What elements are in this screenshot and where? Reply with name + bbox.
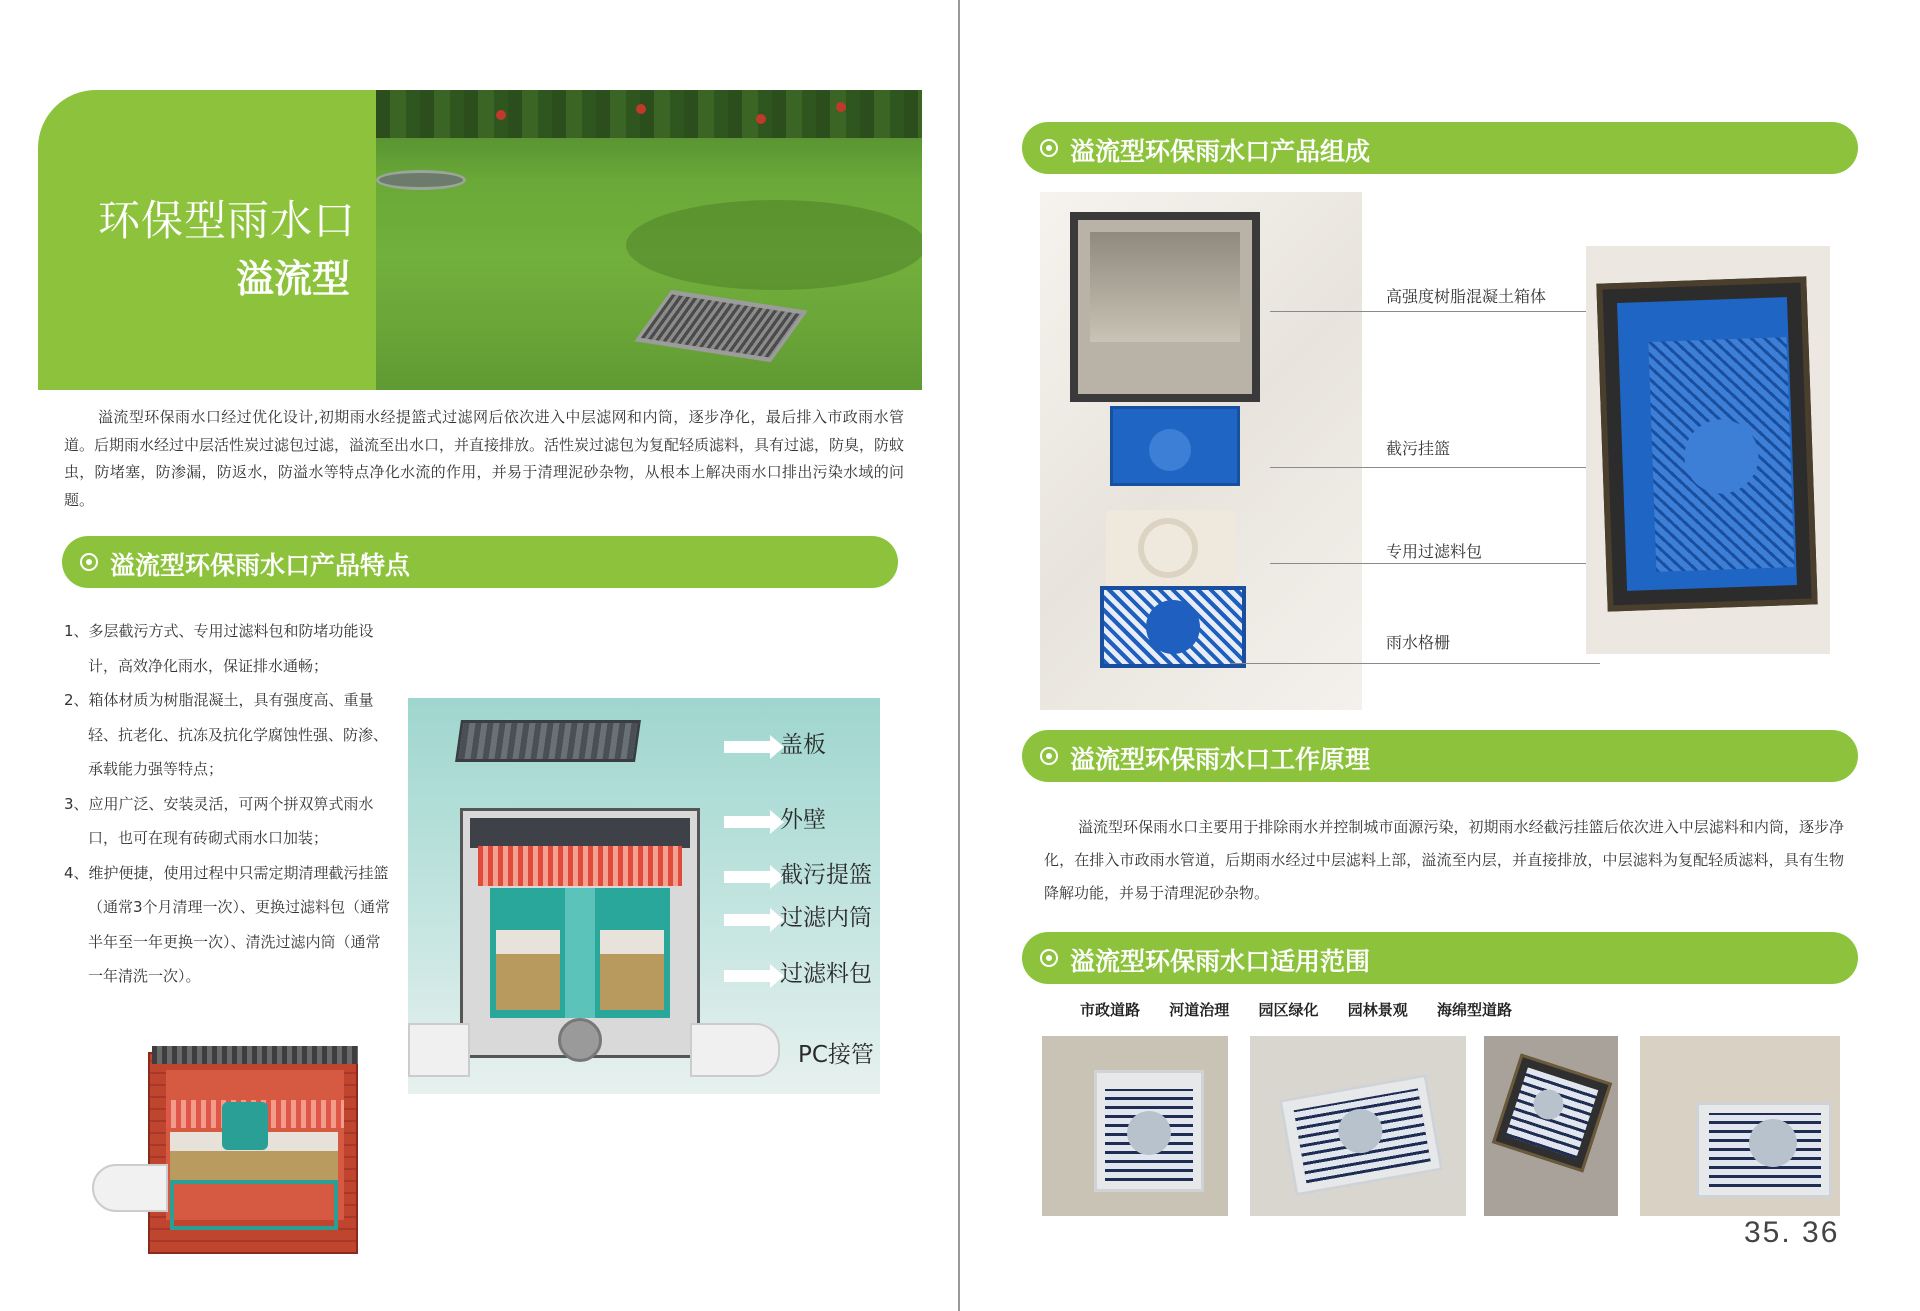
brick-diagram bbox=[92, 1046, 362, 1258]
diagram-label: 过滤内筒 bbox=[780, 905, 872, 931]
section-title: 溢流型环保雨水口产品组成 bbox=[1070, 137, 1371, 166]
scope-label: 园林景观 bbox=[1347, 1001, 1408, 1019]
bullet-icon bbox=[80, 553, 98, 571]
scope-photo bbox=[1042, 1036, 1228, 1216]
component-label: 高强度树脂混凝土箱体 bbox=[1386, 287, 1547, 306]
leader-line bbox=[1230, 663, 1600, 664]
bullet-icon bbox=[1040, 139, 1058, 157]
feature-item: 4、维护便捷，使用过程中只需定期清理截污挂篮（通常3个月清理一次）、更换过滤料包（通常半年至一年更换一次）、清洗过滤内筒（通常一年清洗一次）。 bbox=[64, 863, 391, 985]
component-label: 专用过滤料包 bbox=[1386, 542, 1483, 561]
components-photo bbox=[1040, 192, 1362, 710]
section-header-principle bbox=[1022, 730, 1858, 782]
section-title: 溢流型环保雨水口产品特点 bbox=[110, 551, 411, 580]
flower-dot bbox=[496, 110, 506, 120]
diagram-filter-bag bbox=[600, 930, 664, 1010]
section-title: 溢流型环保雨水口适用范围 bbox=[1070, 947, 1371, 976]
diagram-label: 盖板 bbox=[780, 732, 826, 758]
scope-labels bbox=[1080, 999, 1536, 1020]
leader-line bbox=[1270, 467, 1590, 468]
diagram-basket bbox=[478, 846, 682, 886]
page-spine bbox=[958, 0, 960, 1311]
assembled-frame bbox=[1596, 276, 1817, 611]
diagram-label: 截污提篮 bbox=[780, 862, 872, 888]
scope-photo bbox=[1250, 1036, 1466, 1216]
section-title: 溢流型环保雨水口工作原理 bbox=[1070, 745, 1371, 774]
rain-grate bbox=[1100, 586, 1246, 668]
arrow-icon bbox=[724, 871, 770, 883]
diagram-label: PC接管 bbox=[798, 1042, 874, 1068]
feature-item: 2、箱体材质为树脂混凝土，具有强度高、重量轻、抗老化、抗冻及抗化学腐蚀性强、防渗、承载能力强等特点； bbox=[64, 691, 389, 778]
intro-paragraph: 溢流型环保雨水口经过优化设计,初期雨水经提篮式过滤网后依次进入中层滤网和内筒，逐步净化，最后排入市政雨水管道。后期雨水经过中层活性炭过滤包过滤，溢流至出水口，并直接排放。活性炭过滤包为复配轻质滤料，具有过滤，防臭，防蚊虫，防堵塞，防渗漏，防返水，防溢水等特点净化水流的作用，并易于清理泥砂杂物，从根本上解决雨水口排出污染水域的问题。 bbox=[64, 408, 905, 509]
brick-grate bbox=[152, 1046, 358, 1064]
exploded-diagram bbox=[408, 698, 880, 1094]
scope-hole bbox=[1749, 1119, 1797, 1167]
section-header-composition bbox=[1022, 122, 1858, 174]
flower-dot bbox=[636, 104, 646, 114]
hedge-shape bbox=[376, 90, 922, 138]
scope-box bbox=[1492, 1053, 1612, 1172]
assembled-basket bbox=[1617, 297, 1797, 591]
diagram-pipe bbox=[408, 1023, 470, 1077]
scope-label: 海绵型道路 bbox=[1437, 1001, 1513, 1019]
scope-label: 市政道路 bbox=[1080, 1001, 1141, 1019]
page-number: 35. 36 bbox=[1744, 1216, 1840, 1249]
scope-box bbox=[1094, 1070, 1204, 1192]
scope-label: 园区绿化 bbox=[1258, 1001, 1319, 1019]
scope-photo bbox=[1640, 1036, 1840, 1216]
component-label: 雨水格栅 bbox=[1386, 633, 1451, 652]
diagram-label: 外壁 bbox=[780, 807, 826, 833]
brick-tray bbox=[170, 1180, 338, 1230]
arrow-icon bbox=[724, 914, 770, 926]
brick-pipe bbox=[92, 1164, 168, 1212]
arrow-icon bbox=[724, 816, 770, 828]
scope-box bbox=[1279, 1074, 1444, 1197]
feature-item: 1、多层截污方式、专用过滤料包和防堵功能设计，高效净化雨水，保证排水通畅； bbox=[64, 622, 374, 675]
diagram-rim bbox=[470, 818, 690, 848]
filter-ring bbox=[1138, 518, 1198, 578]
box-interior bbox=[1090, 232, 1240, 342]
diagram-inner-cylinder bbox=[565, 888, 595, 1018]
diagram-outlet bbox=[558, 1018, 602, 1062]
feature-item: 3、应用广泛、安装灵活，可两个拼双箅式雨水口，也可在现有砖砌式雨水口加装； bbox=[64, 794, 374, 847]
bullet-icon bbox=[1040, 949, 1058, 967]
drain-grate bbox=[634, 290, 807, 362]
diagram-pipe bbox=[690, 1023, 780, 1077]
brick-cylinder bbox=[222, 1102, 268, 1150]
hero-subtitle: 溢流型 bbox=[235, 257, 350, 301]
scope-hole bbox=[1127, 1111, 1171, 1155]
resin-box bbox=[1070, 212, 1260, 402]
scope-box bbox=[1696, 1102, 1832, 1198]
section-header-features bbox=[62, 536, 898, 588]
assembled-photo bbox=[1586, 246, 1830, 654]
basket-hole bbox=[1149, 429, 1191, 471]
leader-line bbox=[1270, 563, 1590, 564]
tree-shadow bbox=[626, 200, 922, 290]
diagram-lid bbox=[455, 720, 641, 762]
arrow-icon bbox=[724, 970, 770, 982]
scope-photo bbox=[1484, 1036, 1618, 1216]
hero-title: 环保型雨水口 bbox=[97, 196, 356, 245]
lawn-photo bbox=[376, 90, 922, 390]
principle-paragraph: 溢流型环保雨水口主要用于排除雨水并控制城市面源污染，初期雨水经截污挂篮后依次进入中层滤料和内筒，逐步净化，在排入市政雨水管道，后期雨水经过中层滤料上部，溢流至内层，并直接排放，中层滤料为复配轻质滤料，具有生物降解功能，并易于清理泥砂杂物。 bbox=[1044, 818, 1844, 902]
features-list bbox=[64, 614, 394, 994]
arrow-icon bbox=[724, 741, 770, 753]
section-header-scope bbox=[1022, 932, 1858, 984]
flower-dot bbox=[836, 102, 846, 112]
diagram-label: 过滤料包 bbox=[780, 961, 872, 987]
grate-center bbox=[1146, 600, 1200, 654]
flower-dot bbox=[756, 114, 766, 124]
manhole-cover bbox=[376, 170, 466, 190]
scope-label: 河道治理 bbox=[1169, 1001, 1230, 1019]
component-label: 截污挂篮 bbox=[1386, 439, 1451, 458]
leader-line bbox=[1270, 311, 1600, 312]
diagram-filter-bag bbox=[496, 930, 560, 1010]
basket bbox=[1110, 406, 1240, 486]
bullet-icon bbox=[1040, 747, 1058, 765]
